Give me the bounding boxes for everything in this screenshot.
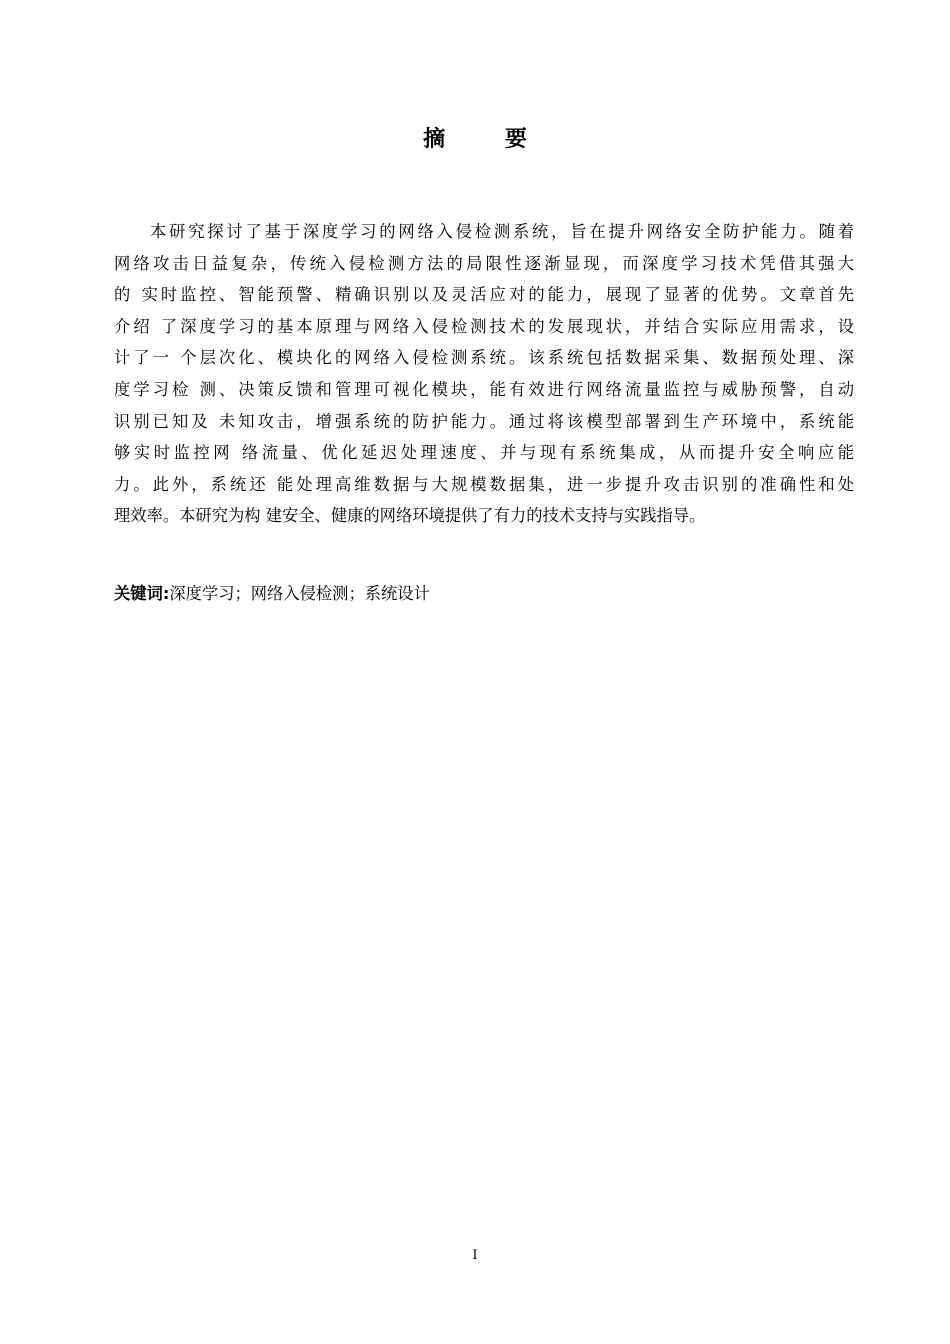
abstract-line: 本研究探讨了基于深度学习的网络入侵检测系统，旨在提升网络安全防护能力。随着 [150, 222, 854, 241]
abstract-line: 识别已知及 未知攻击，增强系统的防护能力。通过将该模型部署到生产环境中，系统能 [114, 411, 854, 431]
abstract-line: 网络攻击日益复杂，传统入侵检测方法的局限性逐渐显现，而深度学习技术凭借其强大 [114, 253, 854, 273]
page-title: 摘 要 [423, 127, 553, 152]
abstract-line: 的 实时监控、智能预警、精确识别以及灵活应对的能力，展现了显著的优势。文章首先 [114, 285, 854, 305]
keywords [114, 578, 430, 610]
abstract-line: 计了一 个层次化、模块化的网络入侵检测系统。该系统包括数据采集、数据预处理、深 [114, 348, 854, 368]
abstract-line: 介绍 了深度学习的基本原理与网络入侵检测技术的发展现状，并结合实际应用需求，设 [114, 316, 854, 336]
abstract-line: 力。此外，系统还 能处理高维数据与大规模数据集，进一步提升攻击识别的准确性和处 [114, 474, 854, 494]
keywords-text: 深度学习；网络入侵检测；系统设计 [169, 584, 430, 603]
abstract-line: 度学习检 测、决策反馈和管理可视化模块，能有效进行网络流量监控与威胁预警，自动 [114, 379, 854, 399]
abstract-line: 理效率。本研究为构 建安全、健康的网络环境提供了有力的技术支持与实践指导。 [114, 506, 706, 526]
page-number: I [472, 1248, 478, 1263]
keywords-label: 关键词: [114, 584, 170, 603]
abstract-body [114, 216, 854, 532]
abstract-line: 够实时监控网 络流量、优化延迟处理速度、并与现有系统集成，从而提升安全响应能 [114, 443, 854, 463]
